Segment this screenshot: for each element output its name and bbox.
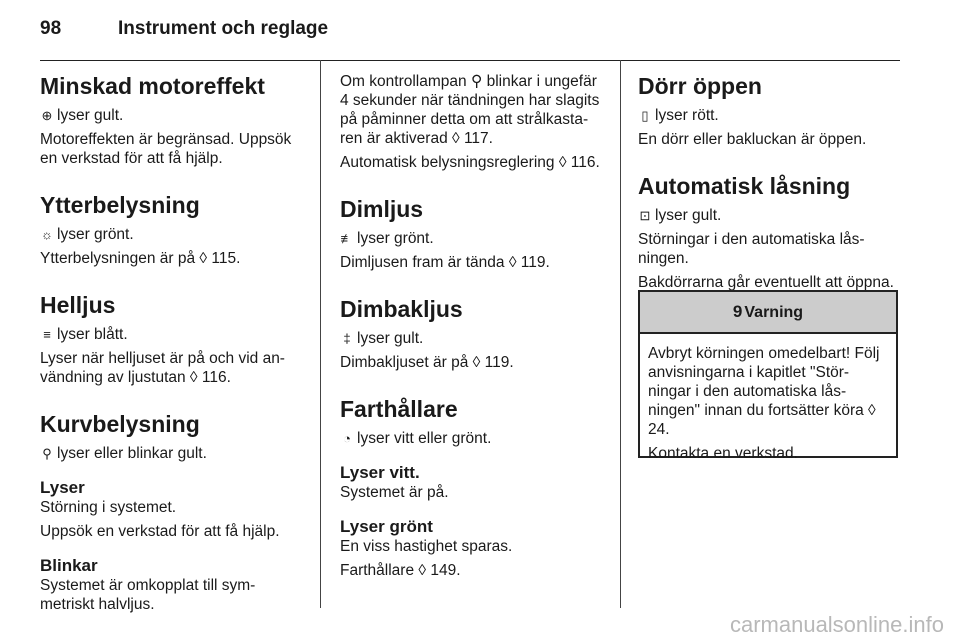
column-2: Om kontrollampan ⚲ blinkar i ungefär 4 sekunder när tändningen har slagits på påminner detta om att strålkasta-ren är aktiverad ◊ 117. Automatisk belysningsreglering ◊ 116. Dimljus ≢ lyser grönt. Dimljusen fram är tända ◊ 119. Dimbakljus ‡ lyser gult. Dimbakljuset är på ◊ 119. Farthållare ◔ lyser vitt eller grönt. Lyser vitt. Systemet är på. Lyser grönt En viss hastighet sparas. Farthållare ◊ 149.	[340, 72, 606, 585]
cornering-light-icon: ⚲	[42, 446, 52, 461]
autolock-icon: ⊡	[639, 208, 651, 223]
section-title: Dimljus	[340, 196, 424, 222]
footer-watermark: carmanualsonline.info	[729, 612, 944, 637]
section-text: Farthållare ◊ 149.	[340, 562, 461, 579]
column-divider-2	[620, 60, 621, 608]
warning-title: Varning	[744, 304, 804, 321]
column-1: Minskad motoreffekt ⊕ lyser gult. Motoreffekten är begränsad. Uppsök en verkstad för att få hjälp. Ytterbelysning ☼ lyser grönt. Ytterbelysningen är på ◊ 115. Helljus ≡ lyser blått. Lyser när helljuset är på och vid an-vändning av ljustutan ◊ 116. Kurvbelysning ⚲ lyser eller blinkar gult. Lyser Störning i systemet. Uppsök en verkstad för att få hjälp. Blinkar Systemet är omkopplat till sym-metriskt halvljus.	[40, 72, 302, 619]
section-title: Farthållare	[340, 396, 458, 422]
warning-box	[638, 290, 898, 462]
warning-header	[640, 292, 896, 334]
section-text: Dimbakljuset är på ◊ 119.	[340, 354, 514, 371]
header-rule	[40, 60, 900, 61]
warning-mark: 9	[732, 302, 743, 321]
subsection-title: Lyser vitt.	[340, 463, 420, 482]
page-title: Instrument och reglage	[118, 18, 329, 39]
section-text: En dörr eller bakluckan är öppen.	[638, 131, 867, 148]
cruise-control-icon: ◔	[343, 431, 351, 446]
engine-power-icon: ⊕	[41, 108, 53, 123]
section-text: Automatisk belysningsreglering ◊ 116.	[340, 154, 600, 171]
section-text: Bakdörrarna går eventuellt att öppna.	[638, 274, 894, 291]
page-number: 98	[40, 18, 62, 39]
warning-text: Avbryt körningen omedelbart! Följ anvisningarna i kapitlet "Stör-ningar i den automatiska lås-ningen" innan du fortsätter köra ◊ 24.	[648, 345, 880, 438]
section-text: Dimljusen fram är tända ◊ 119.	[340, 254, 550, 271]
section-text: Systemet är på.	[340, 484, 449, 501]
section-text: Motoreffekten är begränsad. Uppsök en verkstad för att få hjälp.	[40, 131, 292, 167]
column-divider-1	[320, 60, 321, 608]
section-title: Helljus	[40, 292, 116, 318]
fog-light-icon: ≢	[340, 231, 354, 246]
high-beam-icon: ≡	[43, 327, 51, 342]
rear-fog-icon: ‡	[343, 331, 351, 346]
page-header	[40, 18, 328, 40]
section-title: Minskad motoreffekt	[40, 73, 265, 99]
section-title: Automatisk låsning	[638, 173, 851, 199]
section-text: Systemet är omkopplat till sym-metriskt halvljus.	[40, 577, 256, 613]
section-text: Störning i systemet.	[40, 499, 177, 516]
section-text: Uppsök en verkstad för att få hjälp.	[40, 523, 280, 540]
warning-body	[640, 334, 896, 478]
section-text: Störningar i den automatiska lås-ningen.	[638, 231, 865, 267]
door-open-icon: ▯	[641, 108, 649, 123]
exterior-light-icon: ☼	[41, 227, 53, 242]
section-title: Kurvbelysning	[40, 411, 200, 437]
section-title: Dörr öppen	[638, 73, 762, 99]
subsection-title: Lyser grönt	[340, 517, 433, 536]
section-title: Ytterbelysning	[40, 192, 200, 218]
warning-text: Kontakta en verkstad.	[648, 445, 798, 462]
subsection-title: Blinkar	[40, 556, 98, 575]
subsection-title: Lyser	[40, 478, 85, 497]
section-text: Om kontrollampan ⚲ blinkar i ungefär 4 sekunder när tändningen har slagits på påminner detta om att strålkasta-ren är aktiverad ◊ 117.	[340, 73, 600, 147]
column-3: Dörr öppen ▯ lyser rött. En dörr eller bakluckan är öppen. Automatisk låsning ⊡ lyser gult. Störningar i den automatiska lås-ningen. Bakdörrarna går eventuellt att öppna.	[638, 72, 900, 297]
section-text: Lyser när helljuset är på och vid an-vändning av ljustutan ◊ 116.	[40, 350, 285, 386]
section-title: Dimbakljus	[340, 296, 463, 322]
section-text: En viss hastighet sparas.	[340, 538, 513, 555]
section-text: Ytterbelysningen är på ◊ 115.	[40, 250, 241, 267]
